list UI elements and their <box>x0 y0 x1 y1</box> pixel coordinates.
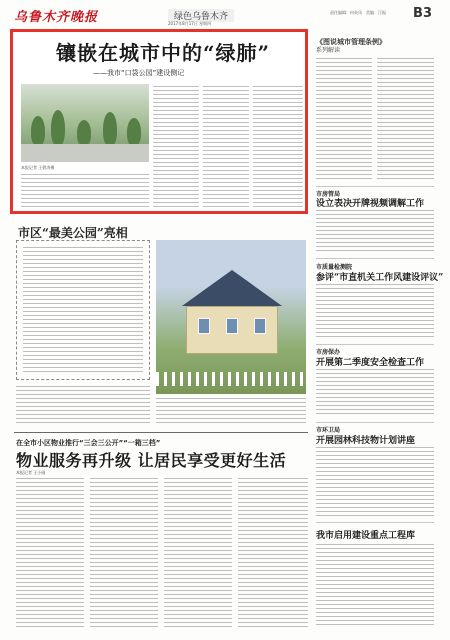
sidebar-series <box>316 38 434 55</box>
series-subtitle: 系列解读 <box>316 47 341 54</box>
property-story-headline: 物业服务再升级 让居民享受更好生活 <box>16 451 287 470</box>
story-body-text <box>316 284 434 340</box>
editor-note-box <box>16 240 150 380</box>
photo-caption: 本报记者 王碧涛摄 <box>21 165 55 170</box>
lead-subhead: ——我市“口袋公园”建设侧记 <box>93 69 185 77</box>
story-kicker: 在全市小区物业推行“三会三公开”“一箱三档” <box>16 439 161 447</box>
lead-body-text <box>253 86 303 210</box>
park-story-body <box>16 386 150 426</box>
story-headline: 我市启用建设重点工程库 <box>316 531 416 541</box>
property-story-body <box>90 478 158 630</box>
housing-photo <box>156 240 306 394</box>
story-headline: 开展园林科技物计划讲座 <box>316 436 416 446</box>
sidebar-body-text <box>316 58 372 182</box>
story-body-text <box>316 210 434 254</box>
page-number: B3 <box>413 6 432 21</box>
lead-body-text <box>203 86 249 210</box>
story-kicker: 市房管局 <box>316 191 341 198</box>
story-headline: 开展第二季度安全检查工作 <box>316 358 425 368</box>
story-body-text <box>316 447 434 517</box>
story-kicker: 市环卫局 <box>316 427 341 434</box>
story-body-text <box>316 544 434 628</box>
property-story-body <box>16 478 84 630</box>
sidebar-body-text <box>377 58 434 182</box>
story-kicker: 市质量检测院 <box>316 264 353 271</box>
editor-credits: 责任编辑：何英凤 美编：江振 <box>330 10 386 15</box>
lead-body-text <box>153 86 199 210</box>
lead-headline: 镶嵌在城市中的“绿肺” <box>55 41 270 65</box>
byline: 本报记者 王小刚 <box>16 470 46 475</box>
park-story-headline: 市区“最美公园”亮相 <box>18 226 128 240</box>
story-headline: 设立表决开牌视频调解工作 <box>316 199 425 209</box>
masthead <box>14 6 432 30</box>
story-headline: 参评“市直机关工作风建设评议” <box>316 273 444 283</box>
issue-date: 2017年8月17日 星期四 <box>168 21 212 26</box>
story-body-text <box>316 369 434 417</box>
lead-story <box>10 29 308 214</box>
story-kicker: 市房保办 <box>316 349 341 356</box>
newspaper-logo: 乌鲁木齐晚报 <box>14 10 99 25</box>
property-story-body <box>238 478 308 630</box>
property-story-body <box>164 478 232 630</box>
photo-body-text <box>156 398 306 426</box>
series-title: 《图说城市管理条例》 <box>316 38 386 46</box>
lead-body-text <box>21 174 149 210</box>
park-photo <box>21 84 149 162</box>
section-title: 绿色乌鲁木齐 <box>168 9 234 22</box>
